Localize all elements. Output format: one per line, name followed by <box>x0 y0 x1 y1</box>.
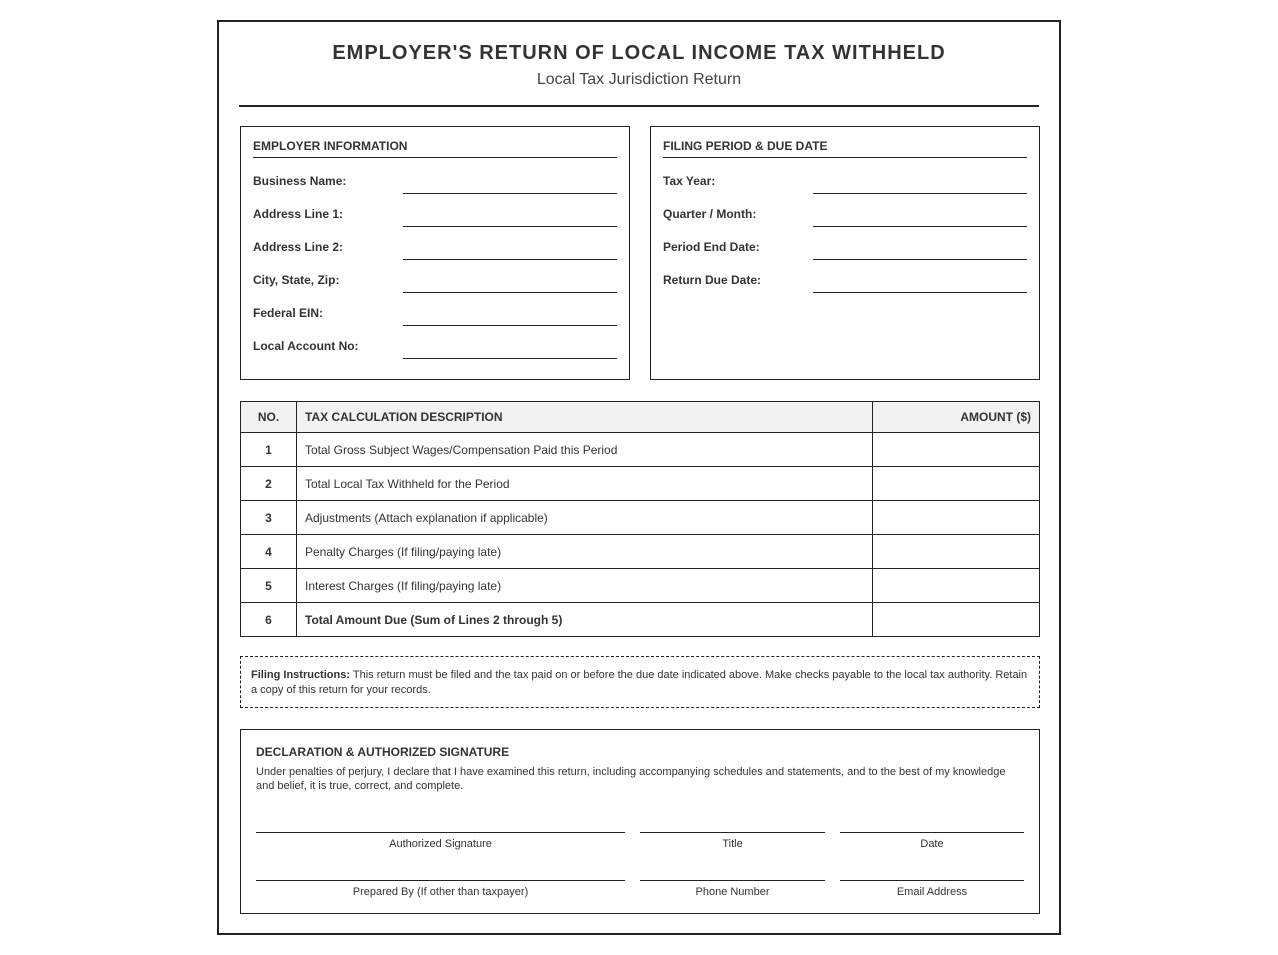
address-line-2-field <box>253 238 617 260</box>
line-number: 1 <box>241 433 297 467</box>
period-end-date-field <box>663 238 1027 260</box>
table-header-row <box>241 402 1040 433</box>
filing-period-title: FILING PERIOD & DUE DATE <box>663 139 1027 158</box>
quarter-month-label: Quarter / Month: <box>663 207 757 221</box>
tax-return-form <box>217 20 1061 935</box>
filing-instructions-text: This return must be filed and the tax paid on or before the due date indicated above. Make checks payable to the local tax authority. Retain a copy of this return for your records. <box>251 669 1028 696</box>
employer-information-box <box>240 126 630 380</box>
table-row <box>241 467 1040 501</box>
business-name-field <box>253 172 617 194</box>
address-line-1-field <box>253 205 617 227</box>
line-number: 2 <box>241 467 297 501</box>
column-header-amount: AMOUNT ($) <box>873 402 1040 433</box>
business-name-input-line[interactable] <box>403 193 617 194</box>
line-description: Penalty Charges (If filing/paying late) <box>297 535 873 569</box>
line-amount-cell[interactable] <box>873 467 1040 501</box>
signature-line <box>256 880 625 881</box>
address-line-1-input-line[interactable] <box>403 226 617 227</box>
form-title: EMPLOYER'S RETURN OF LOCAL INCOME TAX WITHHELD <box>332 42 946 64</box>
total-amount-cell[interactable] <box>873 603 1040 637</box>
local-account-no-field <box>253 337 617 359</box>
local-account-no-label: Local Account No: <box>253 339 359 353</box>
signature-line <box>840 832 1024 833</box>
line-amount-cell[interactable] <box>873 433 1040 467</box>
city-state-zip-label: City, State, Zip: <box>253 273 340 287</box>
prepared-by-label: Prepared By (If other than taxpayer) <box>352 886 529 898</box>
city-state-zip-input-line[interactable] <box>403 292 617 293</box>
period-end-date-input-line[interactable] <box>813 259 1027 260</box>
form-header <box>239 22 1039 107</box>
phone-number-field[interactable] <box>640 880 825 910</box>
tax-calculation-table <box>240 401 1040 637</box>
table-row <box>241 433 1040 467</box>
employer-information-title: EMPLOYER INFORMATION <box>253 139 617 158</box>
column-header-description: TAX CALCULATION DESCRIPTION <box>297 402 873 433</box>
return-due-date-label: Return Due Date: <box>663 273 762 287</box>
line-amount-cell[interactable] <box>873 501 1040 535</box>
return-due-date-field <box>663 271 1027 293</box>
federal-ein-input-line[interactable] <box>403 325 617 326</box>
date-label: Date <box>920 838 944 850</box>
period-end-date-label: Period End Date: <box>663 240 760 254</box>
line-description: Adjustments (Attach explanation if applicable) <box>297 501 873 535</box>
declaration-title: DECLARATION & AUTHORIZED SIGNATURE <box>256 745 510 759</box>
line-number: 6 <box>241 603 297 637</box>
signature-line <box>640 880 825 881</box>
line-number: 3 <box>241 501 297 535</box>
declaration-text: Under penalties of perjury, I declare that I have examined this return, including accompanying schedules and statements, and to the best of my knowledge and belief, it is true, correct, and complete. <box>256 766 1006 792</box>
line-description: Total Gross Subject Wages/Compensation Paid this Period <box>297 433 873 467</box>
phone-number-label: Phone Number <box>695 886 770 898</box>
address-line-2-input-line[interactable] <box>403 259 617 260</box>
line-amount-cell[interactable] <box>873 535 1040 569</box>
line-description: Total Amount Due (Sum of Lines 2 through 5) <box>297 603 873 637</box>
prepared-by-field[interactable] <box>256 880 625 910</box>
signature-line <box>840 880 1024 881</box>
address-line-1-label: Address Line 1: <box>253 207 344 221</box>
line-number: 5 <box>241 569 297 603</box>
declaration-box <box>240 729 1040 914</box>
quarter-month-field <box>663 205 1027 227</box>
table-row <box>241 569 1040 603</box>
business-name-label: Business Name: <box>253 174 347 188</box>
form-subtitle: Local Tax Jurisdiction Return <box>536 71 742 88</box>
table-row <box>241 535 1040 569</box>
title-field[interactable] <box>640 832 825 862</box>
signature-line <box>640 832 825 833</box>
email-address-field[interactable] <box>840 880 1024 910</box>
line-amount-cell[interactable] <box>873 569 1040 603</box>
filing-period-box <box>650 126 1040 380</box>
authorized-signature-field[interactable] <box>256 832 625 862</box>
filing-instructions <box>240 656 1040 708</box>
date-field[interactable] <box>840 832 1024 862</box>
line-description: Total Local Tax Withheld for the Period <box>297 467 873 501</box>
email-address-label: Email Address <box>896 886 968 898</box>
tax-year-label: Tax Year: <box>663 174 716 188</box>
column-header-no: NO. <box>241 402 297 433</box>
total-row <box>241 603 1040 637</box>
quarter-month-input-line[interactable] <box>813 226 1027 227</box>
address-line-2-label: Address Line 2: <box>253 240 344 254</box>
signature-line <box>256 832 625 833</box>
federal-ein-label: Federal EIN: <box>253 306 324 320</box>
line-description: Interest Charges (If filing/paying late) <box>297 569 873 603</box>
tax-year-input-line[interactable] <box>813 193 1027 194</box>
filing-instructions-lead: Filing Instructions: <box>251 669 350 681</box>
federal-ein-field <box>253 304 617 326</box>
return-due-date-input-line[interactable] <box>813 292 1027 293</box>
table-row <box>241 501 1040 535</box>
city-state-zip-field <box>253 271 617 293</box>
authorized-signature-label: Authorized Signature <box>389 838 492 850</box>
tax-year-field <box>663 172 1027 194</box>
line-number: 4 <box>241 535 297 569</box>
local-account-no-input-line[interactable] <box>403 358 617 359</box>
title-label: Title <box>722 838 743 850</box>
